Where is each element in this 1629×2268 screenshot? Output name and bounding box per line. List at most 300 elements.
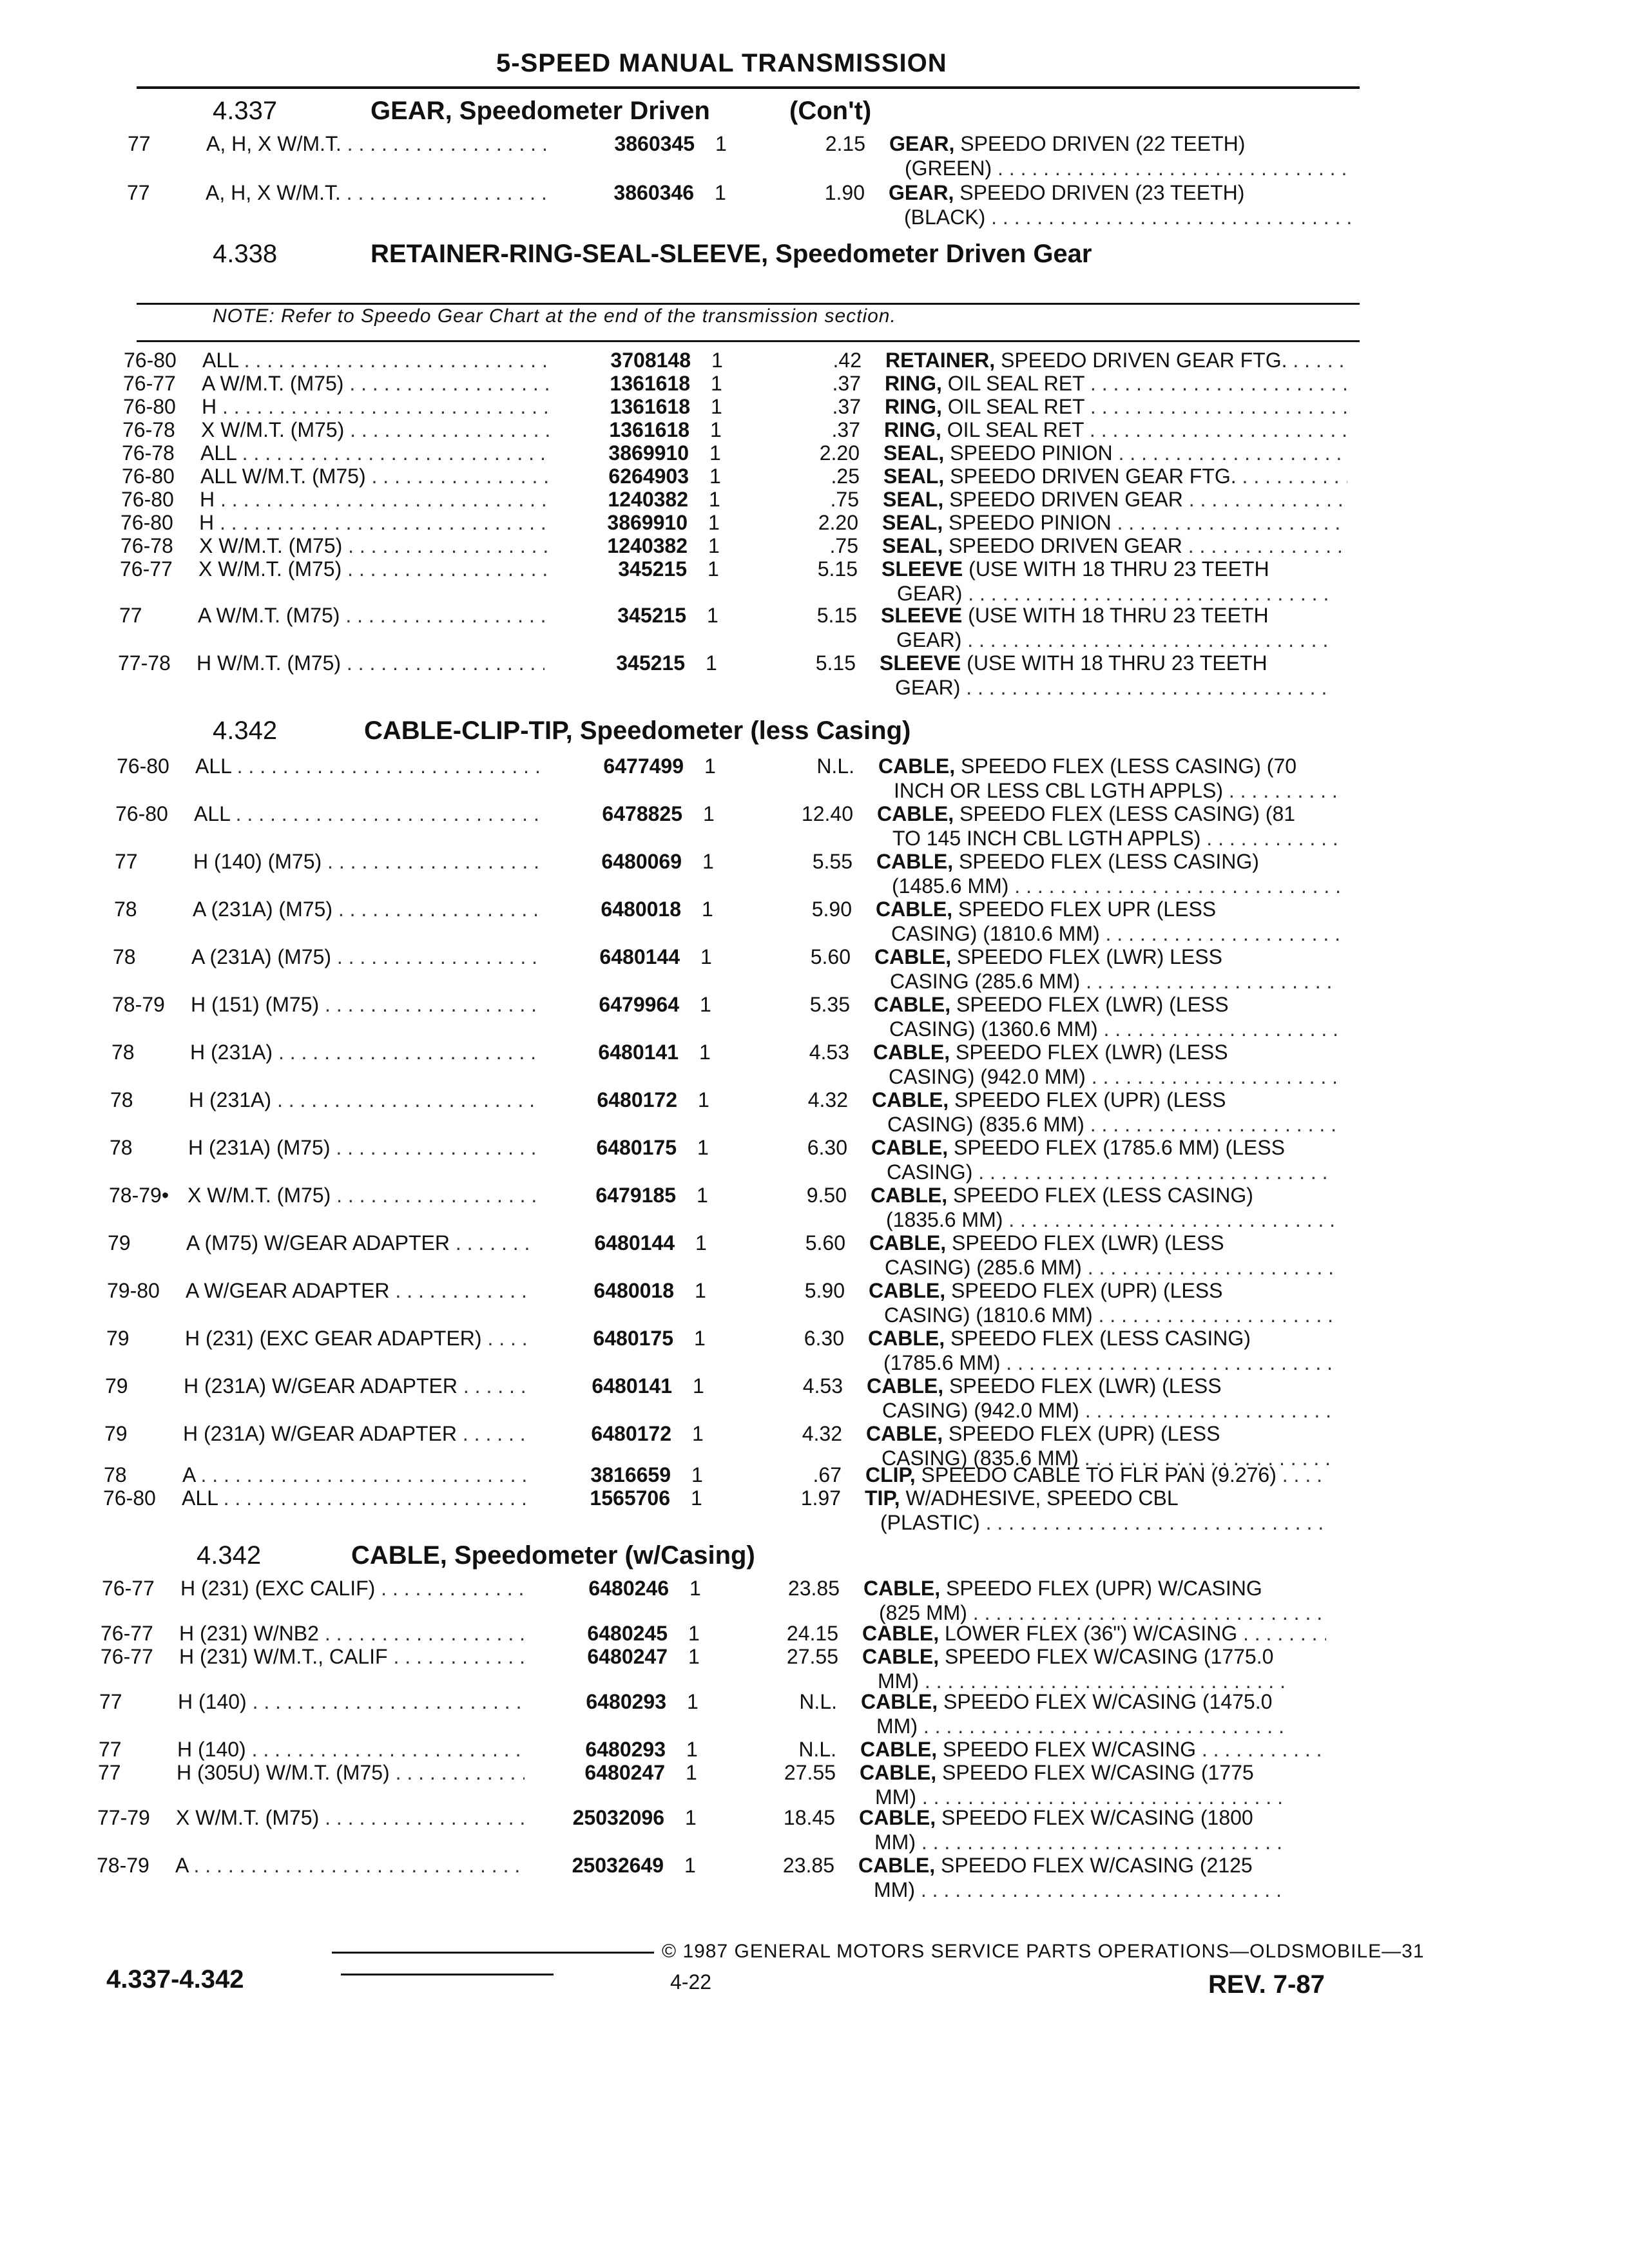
description-keyword: CABLE, [859, 1806, 936, 1829]
description-text: OIL SEAL RET [947, 372, 1085, 395]
part-number: 6480175 [596, 1136, 677, 1159]
description-text: SPEEDO DRIVEN (23 TEETH) [959, 181, 1245, 204]
description-keyword: CABLE, [868, 1327, 945, 1350]
description-keyword: SEAL, [883, 465, 945, 488]
part-number: 3869910 [608, 441, 689, 465]
description-text: LOWER FLEX (36") W/CASING [945, 1622, 1238, 1645]
model-year: 79 [108, 1231, 131, 1254]
price: 5.15 [815, 651, 856, 675]
model-application: H . . . [202, 394, 550, 419]
description-keyword: RING, [884, 418, 941, 441]
price: .67 [813, 1463, 842, 1486]
description-keyword: CABLE, [872, 1088, 949, 1111]
quantity: 1 [697, 1136, 709, 1159]
model-application: A W/M.T. (M75) . . . [202, 371, 550, 396]
model-application: H (231A) . . . [189, 1088, 537, 1112]
model-application: ALL . . . [202, 348, 550, 372]
quantity: 1 [686, 1761, 697, 1784]
description-continued: GEAR) . . . [880, 675, 1344, 700]
part-description [872, 1088, 1336, 1137]
part-number: 6480018 [601, 898, 681, 921]
footer-copyright [332, 1941, 1629, 1984]
model-application: ALL W/M.T. (M75) . . . [200, 464, 548, 488]
part-number: 6480144 [599, 945, 680, 968]
model-year: 76-78 [122, 418, 175, 441]
description-keyword: CABLE, [869, 1279, 946, 1302]
note-rule-top [137, 303, 1360, 305]
description-keyword: CABLE, [863, 1577, 941, 1600]
description-text: SPEEDO DRIVEN GEAR [949, 488, 1183, 511]
model-application: ALL . . . [195, 754, 543, 778]
description-text: OIL SEAL RET [947, 395, 1085, 418]
part-number: 6480172 [597, 1088, 677, 1111]
model-year: 76-77 [101, 1645, 153, 1668]
model-year: 77-79 [97, 1806, 150, 1829]
quantity: 1 [709, 465, 721, 488]
description-text: SPEEDO FLEX (LWR) (LESS [956, 1041, 1228, 1064]
model-year: 79 [106, 1327, 130, 1350]
model-year: 77 [98, 1761, 121, 1784]
description-continued: CASING) (285.6 MM) . . . [869, 1255, 1333, 1280]
part-number: 345215 [617, 604, 686, 627]
description-text: SPEEDO FLEX (LESS CASING) (81 [959, 802, 1296, 825]
description-continued: MM) . . . [859, 1830, 1323, 1854]
part-description [876, 849, 1340, 898]
part-description [871, 1135, 1335, 1184]
description-text: SPEEDO FLEX W/CASING [943, 1738, 1196, 1761]
model-application: H (231) (EXC GEAR ADAPTER) . . . [185, 1326, 533, 1350]
description-text: SPEEDO FLEX UPR (LESS [958, 898, 1217, 921]
description-text: SPEEDO FLEX (LWR) (LESS [952, 1231, 1224, 1254]
price: .75 [829, 534, 858, 557]
description-continued: TO 145 INCH CBL LGTH APPLS) . . . [877, 826, 1341, 850]
price: 2.15 [825, 132, 865, 155]
description-keyword: CABLE, [878, 754, 956, 778]
model-year: 76-80 [121, 488, 174, 511]
quantity: 1 [708, 534, 720, 557]
part-number: 6477499 [603, 754, 684, 778]
part-description [884, 418, 1348, 442]
section-number: 4.337 [213, 97, 278, 125]
part-number: 6479964 [599, 993, 679, 1016]
price: .37 [832, 395, 861, 418]
quantity: 1 [688, 1622, 700, 1645]
quantity: 1 [695, 1231, 707, 1254]
quantity: 1 [702, 850, 714, 873]
section-number: 4.342 [213, 716, 278, 745]
quantity: 1 [709, 441, 721, 465]
part-number: 6480018 [593, 1279, 674, 1302]
model-application: H W/M.T. (M75) . . . [197, 651, 545, 675]
part-description [882, 557, 1345, 606]
part-description [885, 394, 1349, 419]
quantity: 1 [694, 1327, 706, 1350]
quantity: 1 [689, 1577, 701, 1600]
price: .42 [833, 349, 862, 372]
model-year: 77 [128, 132, 151, 155]
description-keyword: CABLE, [862, 1622, 940, 1645]
part-description [883, 441, 1347, 465]
price: N.L. [816, 754, 854, 778]
description-keyword: CABLE, [860, 1761, 937, 1784]
model-application: H (231) W/NB2 . . . [179, 1621, 527, 1646]
model-year: 77 [99, 1738, 122, 1761]
description-text: SPEEDO FLEX W/CASING (1775 [942, 1761, 1254, 1784]
part-description [869, 1278, 1333, 1327]
description-text: SPEEDO FLEX (UPR) (LESS [951, 1279, 1223, 1302]
quantity: 1 [700, 945, 712, 968]
price: 5.15 [817, 557, 858, 581]
model-year: 76-78 [122, 441, 175, 465]
part-number: 6479185 [595, 1184, 676, 1207]
price: .37 [832, 372, 861, 395]
part-description [863, 1576, 1327, 1625]
quantity: 1 [691, 1463, 703, 1486]
part-description [878, 754, 1342, 803]
description-keyword: CABLE, [871, 1136, 949, 1159]
price: 5.60 [805, 1231, 845, 1254]
model-application: A (231A) (M75) . . . [193, 897, 541, 921]
model-application: H (140) (M75) . . . [193, 849, 541, 874]
description-text: SPEEDO DRIVEN GEAR FTG. [950, 465, 1237, 488]
price: 6.30 [807, 1136, 847, 1159]
description-text: SPEEDO DRIVEN (22 TEETH) [960, 132, 1246, 155]
description-text: OIL SEAL RET [947, 418, 1084, 441]
model-application: H (140) . . . [177, 1737, 525, 1762]
note-rule-bottom [137, 340, 1360, 342]
part-description [883, 464, 1347, 488]
description-keyword: CABLE, [860, 1738, 938, 1761]
model-application: ALL . . . [182, 1486, 530, 1510]
footer-rule-right [341, 1974, 554, 1975]
part-description [876, 897, 1340, 946]
part-number: 6480141 [598, 1041, 679, 1064]
description-continued: CASING) . . . [871, 1160, 1335, 1184]
quantity: 1 [685, 1806, 697, 1829]
model-application: H . . . [200, 487, 548, 512]
price: 23.85 [787, 1577, 840, 1600]
model-application: H (231A) . . . [190, 1040, 538, 1064]
description-continued: (PLASTIC) . . . [865, 1510, 1329, 1535]
price: 24.15 [786, 1622, 838, 1645]
description-text: SPEEDO FLEX (UPR) W/CASING [946, 1577, 1262, 1600]
part-description [868, 1326, 1332, 1375]
description-continued: GEAR) . . . [882, 581, 1345, 606]
part-number: 1361618 [610, 372, 690, 395]
model-year: 77-78 [118, 651, 171, 675]
price: 1.90 [824, 181, 865, 204]
price: 4.32 [807, 1088, 848, 1111]
part-number: 6480069 [601, 850, 682, 873]
section-heading [0, 716, 1629, 755]
description-keyword: CABLE, [874, 993, 951, 1016]
description-keyword: CLIP, [865, 1463, 916, 1486]
model-application: X W/M.T. (M75) . . . [198, 557, 546, 581]
description-keyword: GEAR, [889, 132, 955, 155]
price: 5.15 [816, 604, 857, 627]
model-application: H (231A) W/GEAR ADAPTER . . . [183, 1421, 531, 1446]
model-year: 77 [115, 850, 138, 873]
description-continued: CASING) (835.6 MM) . . . [866, 1446, 1330, 1470]
description-text: SPEEDO FLEX W/CASING (2125 [941, 1854, 1253, 1877]
model-year: 76-80 [103, 1486, 156, 1510]
model-application: H (151) (M75) . . . [191, 992, 539, 1017]
quantity: 1 [692, 1422, 704, 1445]
part-number: 3816659 [590, 1463, 671, 1486]
part-number: 25032096 [572, 1806, 664, 1829]
description-keyword: CABLE, [871, 1184, 948, 1207]
description-continued: CASING) (835.6 MM) . . . [872, 1112, 1336, 1137]
description-text: SPEEDO FLEX (LESS CASING) [959, 850, 1259, 873]
description-text: SPEEDO FLEX W/CASING (1475.0 [943, 1690, 1273, 1713]
quantity: 1 [709, 488, 720, 511]
description-keyword: CABLE, [876, 850, 954, 873]
description-keyword: RING, [885, 372, 942, 395]
description-keyword: CABLE, [869, 1231, 947, 1254]
description-keyword: CABLE, [876, 898, 953, 921]
model-application: A W/GEAR ADAPTER . . . [186, 1278, 534, 1303]
part-description [882, 510, 1346, 535]
model-year: 76-80 [123, 395, 176, 418]
quantity: 1 [704, 754, 716, 778]
price: 4.53 [809, 1041, 849, 1064]
price: 5.35 [809, 993, 850, 1016]
model-application: X W/M.T. (M75) . . . [188, 1183, 535, 1207]
quantity: 1 [699, 1041, 711, 1064]
price: 5.55 [812, 850, 853, 873]
model-application: A (M75) W/GEAR ADAPTER . . . [186, 1231, 534, 1255]
description-continued: INCH OR LESS CBL LGTH APPLS) . . . [878, 778, 1342, 803]
model-year: 76-80 [124, 349, 177, 372]
part-number: 1361618 [609, 418, 689, 441]
part-description [867, 1374, 1331, 1423]
model-year: 76-80 [115, 802, 168, 825]
quantity: 1 [710, 418, 722, 441]
model-year: 76-77 [102, 1577, 155, 1600]
model-application: A, H, X W/M.T. . . . [206, 180, 554, 205]
quantity: 1 [715, 132, 727, 155]
description-keyword: CABLE, [866, 1422, 943, 1445]
description-continued: MM) . . . [858, 1878, 1322, 1902]
quantity: 1 [708, 557, 719, 581]
part-number: 345215 [618, 557, 687, 581]
description-text: SPEEDO DRIVEN GEAR [949, 534, 1182, 557]
quantity: 1 [688, 1645, 700, 1668]
model-year: 78 [104, 1463, 127, 1486]
part-description [861, 1689, 1325, 1738]
price: .37 [831, 418, 860, 441]
part-number: 345215 [616, 651, 685, 675]
model-year: 76-80 [120, 511, 173, 534]
description-keyword: RING, [885, 395, 942, 418]
description-continued: (1485.6 MM) . . . [876, 874, 1340, 898]
model-year: 78-79 [112, 993, 165, 1016]
model-application: H (231) W/M.T., CALIF . . . [179, 1644, 527, 1669]
model-application: H . . . [199, 510, 547, 535]
description-keyword: SLEEVE [880, 651, 961, 675]
model-application: A . . . [182, 1463, 530, 1487]
description-text: SPEEDO PINION [950, 441, 1113, 465]
quantity: 1 [687, 1690, 699, 1713]
quantity: 1 [711, 349, 723, 372]
footer-revision: REV. 7-87 [1208, 1970, 1325, 1999]
description-keyword: CABLE, [874, 945, 952, 968]
section-heading [0, 240, 1629, 278]
quantity: 1 [711, 395, 722, 418]
model-year: 78 [114, 898, 137, 921]
description-keyword: CABLE, [873, 1041, 950, 1064]
quantity: 1 [706, 651, 717, 675]
quantity: 1 [697, 1184, 708, 1207]
description-continued: CASING (285.6 MM) . . . [874, 969, 1338, 994]
model-application: A, H, X W/M.T. . . . [206, 131, 554, 156]
part-number: 3860346 [613, 181, 694, 204]
description-keyword: SEAL, [883, 488, 944, 511]
quantity: 1 [702, 898, 713, 921]
description-continued: (GREEN) . . . [889, 156, 1353, 180]
part-number: 3708148 [610, 349, 691, 372]
price: 5.60 [810, 945, 851, 968]
model-application: H (231A) W/GEAR ADAPTER . . . [184, 1374, 532, 1398]
part-description [880, 651, 1344, 700]
description-text: SPEEDO FLEX (LESS CASING) (70 [961, 754, 1297, 778]
description-keyword: CABLE, [858, 1854, 936, 1877]
price: 2.20 [819, 441, 860, 465]
description-keyword: TIP, [865, 1486, 900, 1510]
model-year: 78 [113, 945, 136, 968]
description-keyword: SLEEVE [881, 604, 963, 627]
price: 4.53 [802, 1374, 843, 1398]
description-keyword: CABLE, [877, 802, 954, 825]
footer-rule-left [332, 1952, 654, 1954]
quantity: 1 [715, 181, 726, 204]
part-description [873, 1040, 1337, 1089]
description-continued: CASING) (1360.6 MM) . . . [874, 1017, 1338, 1041]
model-year: 78-79• [109, 1184, 169, 1207]
part-description [862, 1644, 1326, 1693]
description-keyword: CABLE, [861, 1690, 938, 1713]
description-text: SPEEDO FLEX W/CASING (1800 [941, 1806, 1253, 1829]
model-year: 79 [104, 1422, 128, 1445]
part-number: 25032649 [572, 1854, 664, 1877]
part-description [858, 1853, 1322, 1902]
part-description [882, 533, 1346, 558]
part-number: 6480247 [584, 1761, 665, 1784]
part-description [881, 603, 1345, 652]
quantity: 1 [711, 372, 722, 395]
model-year: 77 [127, 181, 150, 204]
price: 27.55 [784, 1761, 836, 1784]
part-number: 3860345 [614, 132, 695, 155]
part-description [885, 348, 1349, 372]
model-year: 76-80 [117, 754, 169, 778]
part-description [860, 1737, 1324, 1762]
part-description [869, 1231, 1333, 1280]
part-number: 6480246 [588, 1577, 669, 1600]
model-application: A (231A) (M75) . . . [191, 945, 539, 969]
part-description [860, 1760, 1324, 1809]
description-text: SPEEDO FLEX (LESS CASING) [950, 1327, 1251, 1350]
model-application: A W/M.T. (M75) . . . [198, 603, 546, 628]
quantity: 1 [693, 1374, 704, 1398]
model-year: 76-78 [120, 534, 173, 557]
description-continued: (1835.6 MM) . . . [871, 1207, 1335, 1232]
description-keyword: CABLE, [867, 1374, 944, 1398]
part-number: 6480247 [587, 1645, 668, 1668]
price: 5.90 [804, 1279, 845, 1302]
description-text: SPEEDO FLEX (LESS CASING) [953, 1184, 1253, 1207]
description-text: SPEEDO FLEX (LWR) LESS [957, 945, 1222, 968]
description-continued: (825 MM) . . . [863, 1600, 1327, 1625]
part-number: 6480172 [591, 1422, 671, 1445]
part-number: 6480141 [592, 1374, 672, 1398]
part-description [874, 992, 1338, 1041]
part-number: 6480175 [593, 1327, 673, 1350]
description-text: SPEEDO FLEX W/CASING (1775.0 [945, 1645, 1274, 1668]
part-description [889, 131, 1353, 180]
model-application: H (140) . . . [178, 1689, 526, 1714]
model-application: ALL . . . [200, 441, 548, 465]
price: N.L. [798, 1738, 836, 1761]
part-description [862, 1621, 1326, 1646]
model-application: X W/M.T. (M75) . . . [199, 533, 547, 558]
model-application: X W/M.T. (M75) . . . [201, 418, 549, 442]
model-year: 78-79 [97, 1854, 149, 1877]
price: 23.85 [782, 1854, 834, 1877]
header-rule [137, 86, 1360, 89]
part-number: 1361618 [610, 395, 690, 418]
part-number: 1240382 [608, 488, 688, 511]
part-description [877, 802, 1341, 850]
description-text: (USE WITH 18 THRU 23 TEETH [967, 651, 1268, 675]
description-continued: CASING) (1810.6 MM) . . . [876, 921, 1340, 946]
model-year: 79 [105, 1374, 128, 1398]
part-description [865, 1463, 1329, 1487]
part-description [889, 180, 1353, 229]
part-description [883, 487, 1347, 512]
model-year: 76-77 [120, 557, 173, 581]
model-year: 78 [110, 1088, 133, 1111]
description-keyword: SEAL, [883, 441, 945, 465]
price: 6.30 [804, 1327, 844, 1350]
section-note: NOTE: Refer to Speedo Gear Chart at the end of the transmission section. [213, 305, 896, 327]
model-year: 78 [111, 1041, 135, 1064]
part-number: 6480245 [587, 1622, 668, 1645]
model-application: H (231) (EXC CALIF) . . . [180, 1576, 528, 1600]
model-application: A . . . [175, 1853, 523, 1878]
description-continued: (1785.6 MM) . . . [868, 1350, 1332, 1375]
part-number: 6480293 [586, 1690, 666, 1713]
copyright-text: © 1987 GENERAL MOTORS SERVICE PARTS OPERATIONS—OLDSMOBILE—31 [662, 1941, 1425, 1962]
footer-page-number: 4-22 [670, 1970, 712, 1994]
part-number: 3869910 [607, 511, 688, 534]
description-continued: CASING) (942.0 MM) . . . [873, 1064, 1337, 1089]
part-number: 1565706 [590, 1486, 670, 1510]
section-title: CABLE, Speedometer (w/Casing) [351, 1541, 755, 1570]
part-number: 1240382 [607, 534, 688, 557]
description-continued: GEAR) . . . [881, 628, 1345, 652]
model-application: X W/M.T. (M75) . . . [176, 1805, 524, 1830]
price: 1.97 [800, 1486, 841, 1510]
quantity: 1 [707, 604, 718, 627]
description-text: (USE WITH 18 THRU 23 TEETH [969, 557, 1269, 581]
description-keyword: SLEEVE [882, 557, 963, 581]
section-title: GEAR, Speedometer Driven [371, 97, 710, 125]
model-year: 76-80 [122, 465, 175, 488]
description-continued: CASING) (942.0 MM) . . . [867, 1398, 1331, 1423]
section-title: CABLE-CLIP-TIP, Speedometer (less Casing) [364, 716, 911, 745]
part-description [865, 1486, 1329, 1535]
